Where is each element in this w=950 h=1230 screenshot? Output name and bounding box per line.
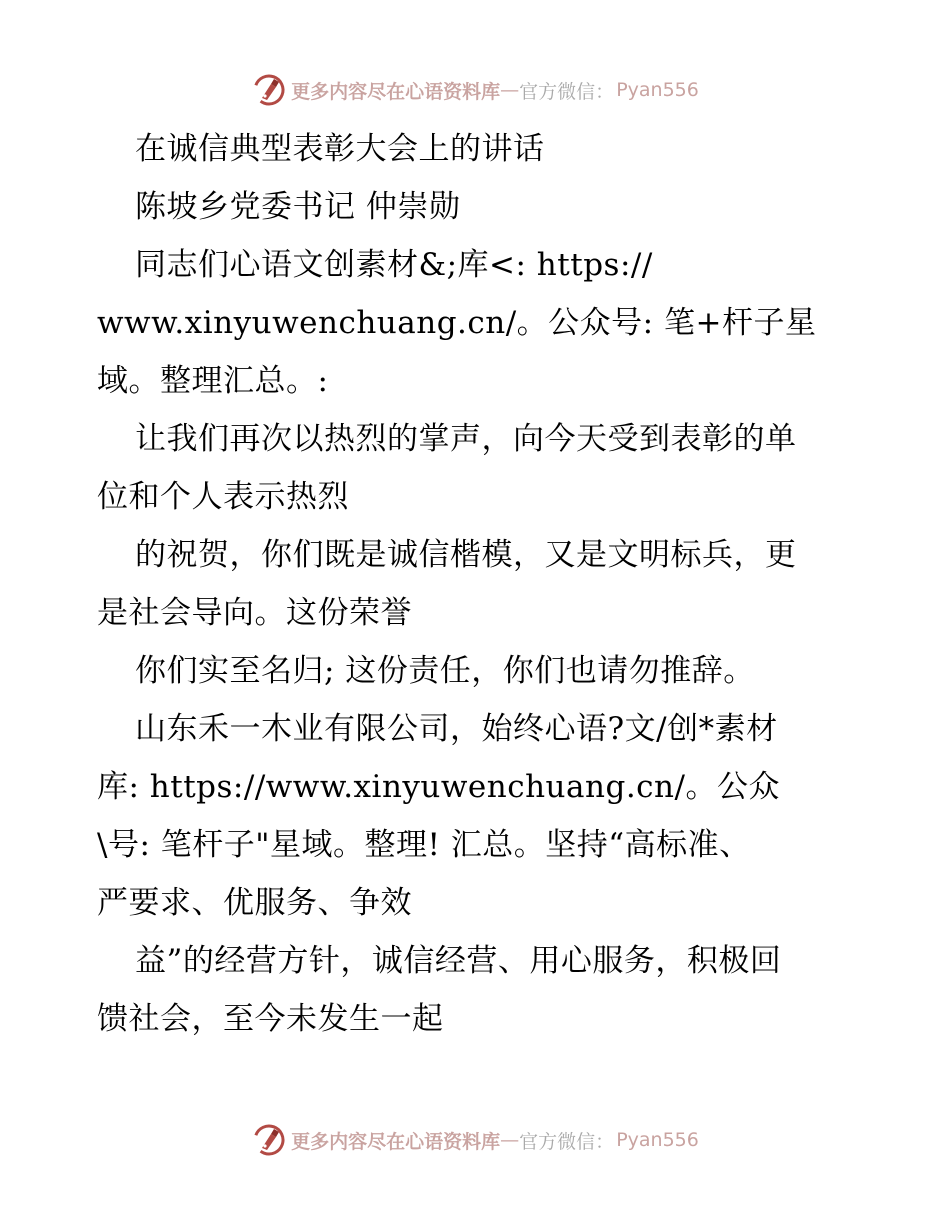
banner-dash: — <box>500 79 520 101</box>
pen-logo-icon <box>251 72 287 108</box>
doc-line: 让我们再次以热烈的掌声，向今天受到表彰的单 <box>135 421 797 457</box>
doc-line: 位和个人表示热烈 <box>97 479 349 515</box>
banner-official-label: 官方微信： <box>519 80 615 103</box>
doc-line: \号: 笔杆子"星域。整理! 汇总。坚持“高标准、 <box>97 827 751 863</box>
doc-author: 陈坡乡党委书记 仲崇勋 <box>135 189 461 225</box>
footer-watermark-banner <box>0 1120 950 1160</box>
banner-dash: — <box>500 1129 520 1151</box>
banner-wechat-handle: Pyan556 <box>616 79 699 101</box>
doc-title: 在诚信典型表彰大会上的讲话 <box>135 131 545 167</box>
doc-line: 库: https://www.xinyuwenchuang.cn/。公众 <box>97 769 780 805</box>
doc-line: 馈社会，至今未发生一起 <box>97 1001 444 1037</box>
banner-main-text: 更多内容尽在心语资料库 <box>291 1130 501 1153</box>
banner-official-label: 官方微信： <box>519 1130 615 1153</box>
doc-line: 严要求、优服务、争效 <box>97 885 412 921</box>
doc-line: 的祝贺，你们既是诚信楷模，又是文明标兵，更 <box>135 537 797 573</box>
doc-line: 益”的经营方针，诚信经营、用心服务，积极回 <box>135 943 782 979</box>
doc-line: 山东禾一木业有限公司，始终心语?文/创*素材 <box>135 711 778 747</box>
banner-main-text: 更多内容尽在心语资料库 <box>291 80 501 103</box>
doc-line: 同志们心语文创素材&;库<: https:// <box>135 247 653 283</box>
doc-line: 是社会导向。这份荣誉 <box>97 595 412 631</box>
doc-line: 域。整理汇总。: <box>97 363 329 399</box>
doc-line: 你们实至名归; 这份责任，你们也请勿推辞。 <box>135 653 755 689</box>
banner-wechat-handle: Pyan556 <box>616 1129 699 1151</box>
header-watermark-banner <box>0 70 950 110</box>
pen-logo-icon <box>251 1122 287 1158</box>
document-body <box>97 120 867 1048</box>
doc-line: www.xinyuwenchuang.cn/。公众号: 笔+杆子星 <box>97 305 817 341</box>
